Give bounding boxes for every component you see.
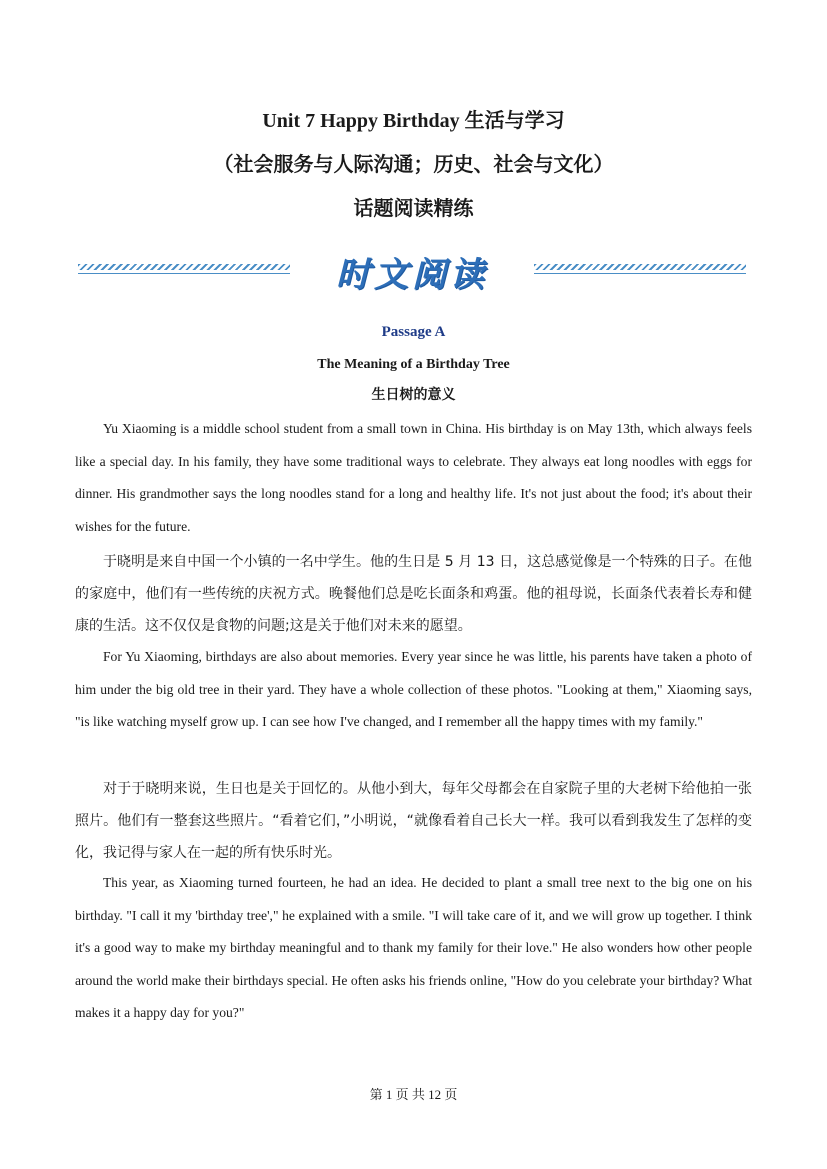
paragraph-en-2: For Yu Xiaoming, birthdays are also about memories. Every year since he was little, his parents have taken a photo of him under the big old tree in their yard. They have a whole collection of these photos. "Looking at them," Xiaoming says, "is like watching myself grow up. I can see how I've changed, and I remember all the happy times with my family." [75,649,752,729]
banner-title: 时文阅读 [336,255,488,295]
document-title: Unit 7 Happy Birthday 生活与学习 [262,110,565,132]
paragraph-en-1: Yu Xiaoming is a middle school student from a small town in China. His birthday is on May 13th, which always feels like a special day. In his family, they have some traditional ways to celebrate. They always eat long noodles with eggs for dinner. His grandmother says the long noodles stand for a long and healthy life. It's not just about the food; it's about their wishes for the future. [75,421,752,534]
banner-stripe-left [78,264,290,275]
document-subtitle: （社会服务与人际沟通；历史、社会与文化） [213,154,614,176]
passage-title-cn: 生日树的意义 [371,388,456,403]
paragraph-cn-2: 对于于晓明来说，生日也是关于回忆的。从他小到大，每年父母都会在自家院子里的大老树下给他拍一张照片。他们有一整套这些照片。“看着它们，”小明说，“就像看着自己长大一样。我可以看到我发生了怎样的变化，我记得与家人在一起的所有快乐时光。 [75,781,752,861]
passage-title-en: The Meaning of a Birthday Tree [317,357,510,372]
paragraph-cn-1: 于晓明是来自中国一个小镇的一名中学生。他的生日是 5 月 13 日，这总感觉像是一个特殊的日子。在他的家庭中，他们有一些传统的庆祝方式。晚餐他们总是吃长面条和鸡蛋。他的祖母说，长面条代表着长寿和健康的生活。这不仅仅是食物的问题;这是关于他们对未来的愿望。 [75,554,752,634]
page-number: 第 1 页 共 12 页 [369,1087,458,1102]
paragraph-en-3: This year, as Xiaoming turned fourteen, he had an idea. He decided to plant a small tree next to the big one on his birthday. "I call it my 'birthday tree'," he explained with a smile. "I will take care of it, and we will grow up together. I think it's a good way to make my birthday meaningful and to thank my family for their love." He also wonders how other people around the world make their birthdays special. He often asks his friends online, "How do you celebrate your birthday? What makes it a happy day for you?" [75,875,752,1020]
banner-stripe-right [534,264,746,275]
document-section-title: 话题阅读精练 [353,198,474,220]
section-banner [0,250,827,306]
passage-label: Passage A [381,324,446,340]
